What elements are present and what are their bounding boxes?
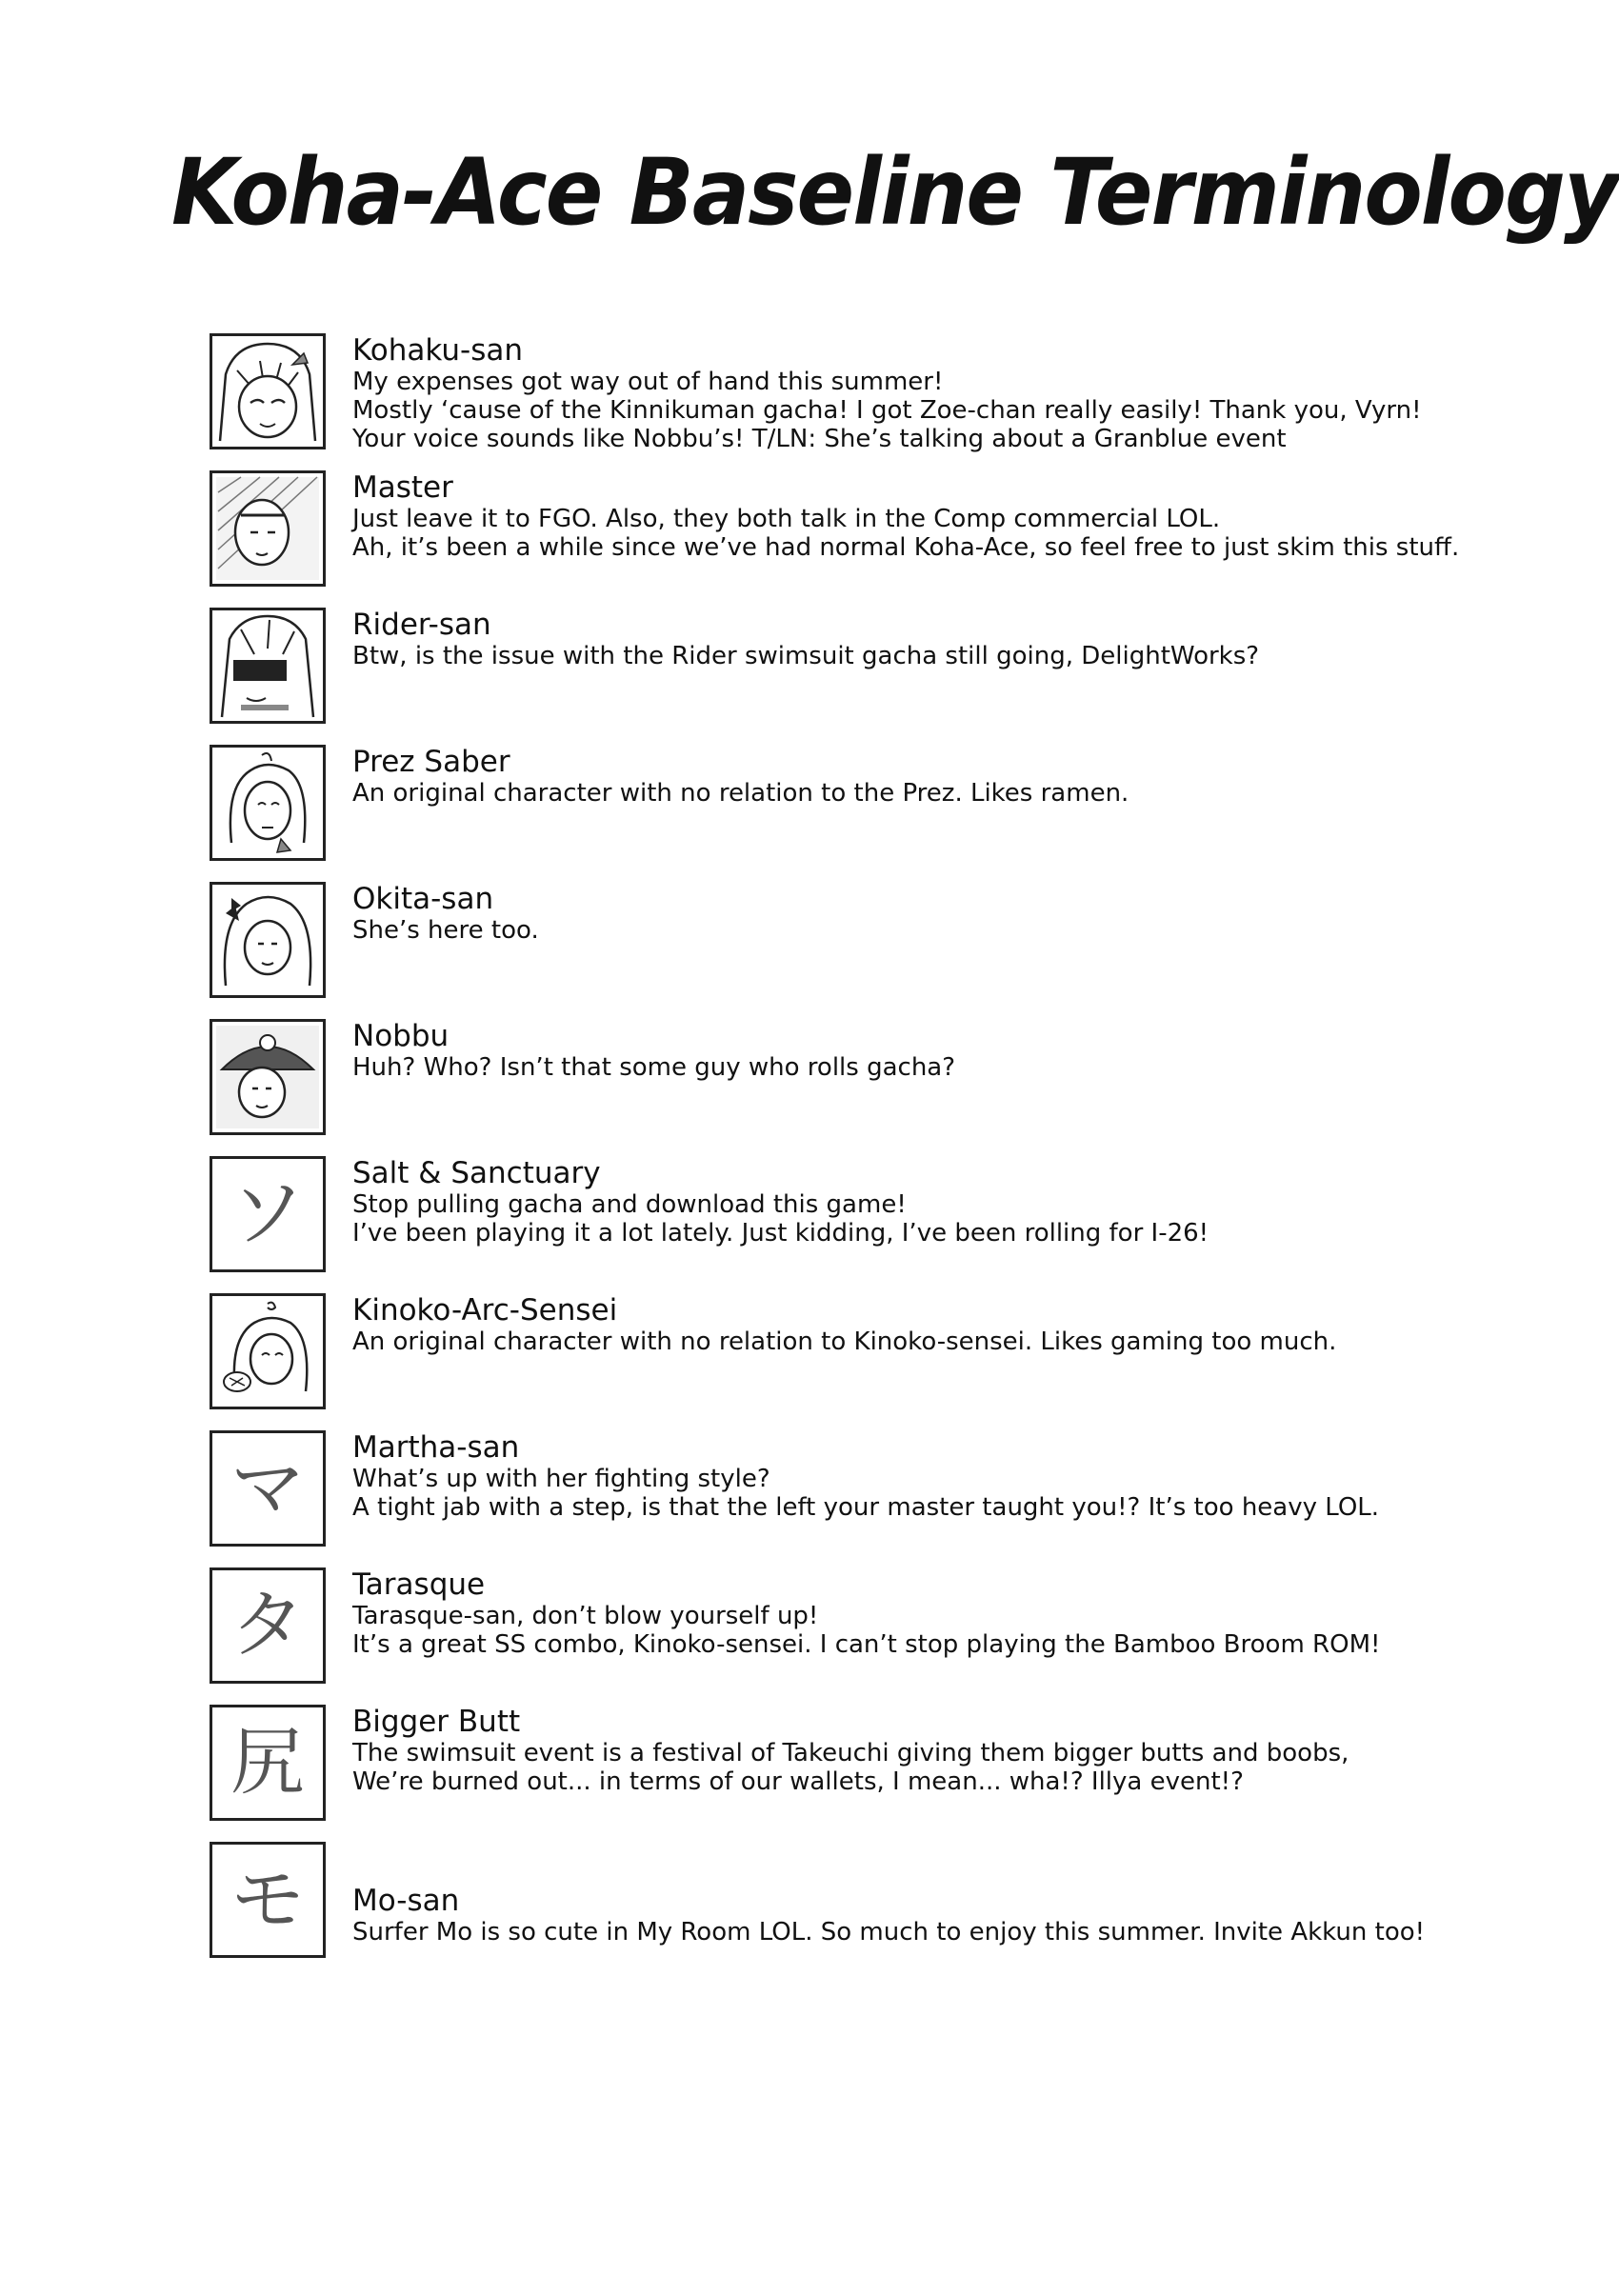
kanji-butt-icon: 尻 <box>230 1720 305 1806</box>
term-line: Mostly ‘cause of the Kinnikuman gacha! I got Zoe-chan really easily! Thank you, Vyrn! <box>352 396 1422 425</box>
entry-martha-san <box>210 1430 1524 1567</box>
entry-prez-saber <box>210 745 1524 882</box>
entry-mo-san <box>210 1842 1524 1979</box>
term-line: Stop pulling gacha and download this game! <box>352 1190 907 1219</box>
term-name: Okita-san <box>352 882 494 916</box>
term-line: Tarasque-san, don’t blow yourself up! <box>352 1602 819 1630</box>
term-name: Prez Saber <box>352 745 510 779</box>
nobbu-face-icon <box>212 1022 323 1132</box>
term-name: Master <box>352 470 453 505</box>
kana-ma-icon: マ <box>230 1446 305 1531</box>
entry-kinoko-arc-sensei <box>210 1293 1524 1430</box>
entry-tarasque <box>210 1567 1524 1705</box>
term-name: Kohaku-san <box>352 333 524 368</box>
term-line: She’s here too. <box>352 916 539 945</box>
okita-face-icon <box>212 885 323 995</box>
entry-rider-san <box>210 608 1524 745</box>
bigger-butt-portrait <box>210 1705 326 1821</box>
entry-kohaku-san <box>210 333 1524 470</box>
entry-salt-sanctuary <box>210 1156 1524 1293</box>
term-line: Your voice sounds like Nobbu’s! T/LN: She’s talking about a Granblue event <box>352 425 1287 453</box>
term-name: Kinoko-Arc-Sensei <box>352 1293 618 1328</box>
okita-portrait <box>210 882 326 998</box>
prez-saber-face-icon <box>212 748 323 858</box>
kinoko-arc-portrait <box>210 1293 326 1409</box>
term-line: A tight jab with a step, is that the left your master taught you!? It’s too heavy LOL. <box>352 1493 1380 1522</box>
master-face-icon <box>212 473 323 584</box>
term-name: Nobbu <box>352 1019 450 1053</box>
term-name: Bigger Butt <box>352 1705 521 1739</box>
prez-saber-portrait <box>210 745 326 861</box>
term-line: My expenses got way out of hand this summer! <box>352 368 944 396</box>
kana-so-icon: ソ <box>230 1171 305 1257</box>
master-portrait <box>210 470 326 587</box>
term-line: We’re burned out... in terms of our wallets, I mean... wha!? Illya event!? <box>352 1767 1244 1796</box>
entry-nobbu <box>210 1019 1524 1156</box>
rider-face-icon <box>212 610 323 721</box>
term-line: An original character with no relation to Kinoko-sensei. Likes gaming too much. <box>352 1328 1337 1356</box>
salt-sanctuary-portrait <box>210 1156 326 1272</box>
mo-san-portrait <box>210 1842 326 1958</box>
term-line: The swimsuit event is a festival of Takeuchi giving them bigger butts and boobs, <box>352 1739 1349 1767</box>
rider-portrait <box>210 608 326 724</box>
term-line: An original character with no relation to the Prez. Likes ramen. <box>352 779 1129 808</box>
kohaku-portrait <box>210 333 326 449</box>
kana-ta-icon: タ <box>230 1583 305 1668</box>
kana-mo-icon: モ <box>230 1857 305 1943</box>
term-line: I’ve been playing it a lot lately. Just kidding, I’ve been rolling for I-26! <box>352 1219 1209 1248</box>
term-name: Mo-san <box>352 1884 460 1918</box>
term-line: Just leave it to FGO. Also, they both talk in the Comp commercial LOL. <box>352 505 1221 533</box>
term-line: What’s up with her fighting style? <box>352 1465 770 1493</box>
term-name: Tarasque <box>352 1567 486 1602</box>
term-name: Rider-san <box>352 608 491 642</box>
entry-bigger-butt <box>210 1705 1524 1842</box>
kohaku-face-icon <box>212 336 323 447</box>
nobbu-portrait <box>210 1019 326 1135</box>
tarasque-portrait <box>210 1567 326 1684</box>
term-line: Ah, it’s been a while since we’ve had normal Koha-Ace, so feel free to just skim this stuff. <box>352 533 1460 562</box>
entry-master <box>210 470 1524 608</box>
entry-okita-san <box>210 882 1524 1019</box>
kinoko-arc-face-icon <box>212 1296 323 1407</box>
terminology-list <box>210 333 1524 1979</box>
martha-portrait <box>210 1430 326 1547</box>
term-name: Salt & Sanctuary <box>352 1156 601 1190</box>
term-line: Surfer Mo is so cute in My Room LOL. So much to enjoy this summer. Invite Akkun too! <box>352 1918 1426 1947</box>
page-title: Koha-Ace Baseline Terminology <box>171 139 1618 246</box>
term-line: It’s a great SS combo, Kinoko-sensei. I can’t stop playing the Bamboo Broom ROM! <box>352 1630 1381 1659</box>
term-name: Martha-san <box>352 1430 520 1465</box>
term-line: Huh? Who? Isn’t that some guy who rolls gacha? <box>352 1053 956 1082</box>
term-line: Btw, is the issue with the Rider swimsuit gacha still going, DelightWorks? <box>352 642 1260 670</box>
